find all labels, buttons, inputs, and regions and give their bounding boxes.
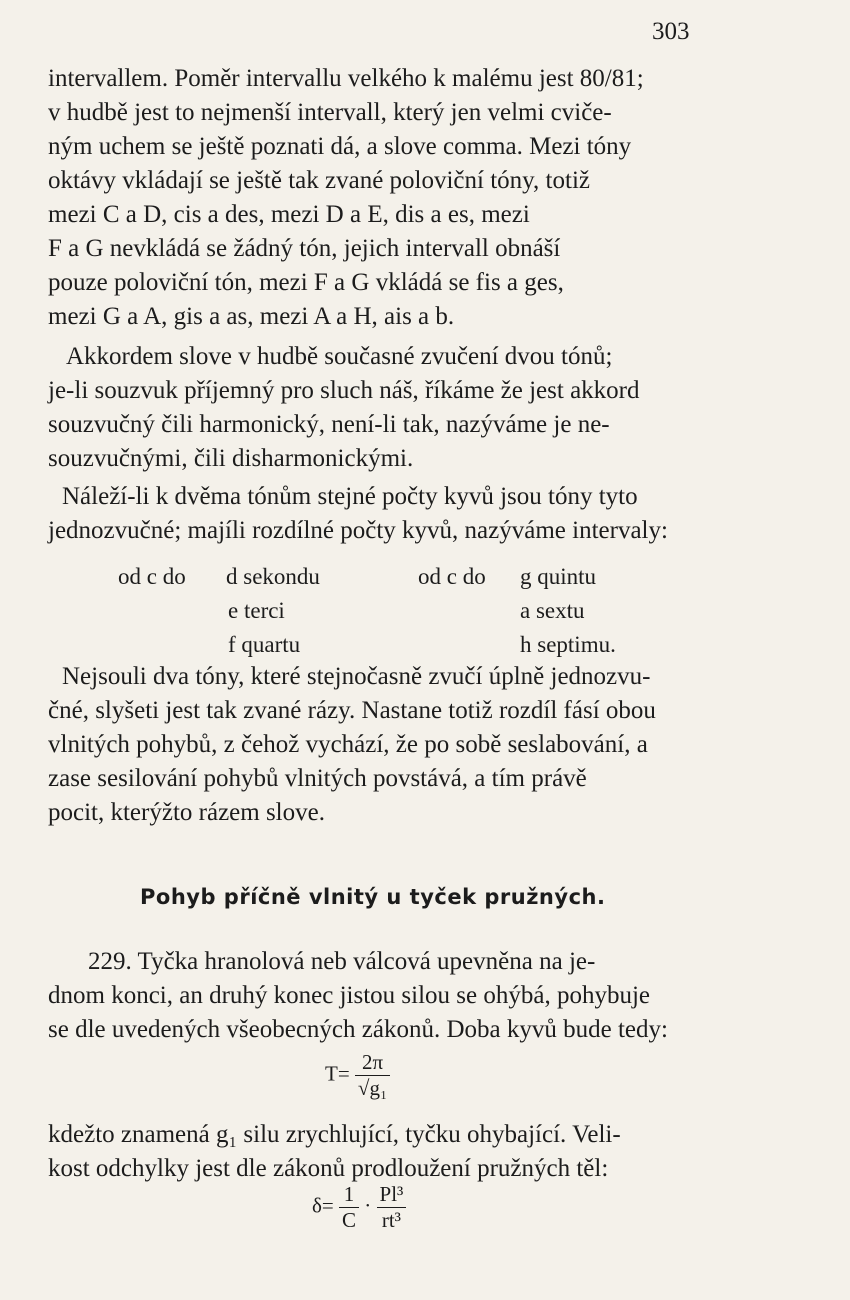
formula-fraction — [377, 1182, 407, 1233]
text-line: Náleží-li k dvěma tónům stejné počty kyvů jsou tóny tyto — [62, 483, 638, 510]
interval-tone: e terci — [228, 598, 285, 623]
text-line: Nejsouli dva tóny, které stejnočasně zvučí úplně jednozvu- — [62, 663, 651, 690]
formula-numerator: 2π — [355, 1050, 390, 1076]
text-line: pouze poloviční tón, mezi F a G vkládá se fis a ges, — [48, 269, 564, 296]
text-line: 229. Tyčka hranolová neb válcová upevněna na je- — [88, 948, 596, 975]
text-line: je-li souzvuk příjemný pro sluch náš, říkáme že jest akkord — [48, 377, 640, 404]
text-line: souzvučný čili harmonický, není-li tak, nazýváme je ne- — [48, 411, 610, 438]
formula-deflection — [312, 1182, 406, 1233]
text-line: dnom konci, an druhý konec jistou silou se ohýbá, pohybuje — [48, 982, 651, 1009]
formula-denominator: C — [342, 1208, 357, 1232]
interval-row — [118, 594, 678, 628]
formula-denominator: rt³ — [381, 1208, 401, 1232]
text-line: mezi G a A, gis a as, mezi A a H, ais a b. — [48, 303, 455, 330]
interval-row — [118, 560, 678, 594]
formula-numerator: Pl³ — [377, 1182, 407, 1208]
paragraph-jednozvucne — [48, 480, 698, 548]
paragraph-intervals — [48, 62, 698, 334]
text-line: ným uchem se ještě poznati dá, a slove comma. Mezi tóny — [48, 133, 632, 160]
text-line: kdežto znamená g₁ silu zrychlující, tyčku ohybající. Veli- — [48, 1121, 621, 1148]
interval-tone: g quintu — [520, 564, 597, 589]
text-line: Akkordem slove v hudbě současné zvučení dvou tónů; — [66, 343, 613, 370]
formula-fraction — [339, 1182, 359, 1233]
formula-numerator: 1 — [339, 1182, 359, 1208]
section-heading: Pohyb příčně vlnitý u tyček pružných. — [140, 885, 606, 909]
text-line: čné, slyšeti jest tak zvané rázy. Nastane totiž rozdíl fásí obou — [48, 697, 656, 724]
page-number: 303 — [652, 18, 690, 45]
text-line: zase sesilování pohybů vlnitých povstává, a tím právě — [48, 765, 587, 792]
text-line: pocit, kterýžto rázem slove. — [48, 799, 325, 826]
formula-fraction — [355, 1050, 390, 1101]
text-line: mezi C a D, cis a des, mezi D a E, dis a es, mezi — [48, 201, 530, 228]
formula-dot: · — [364, 1193, 372, 1218]
interval-tone: a sextu — [520, 598, 585, 623]
text-line: F a G nevkládá se žádný tón, jejich intervall obnáší — [48, 235, 561, 262]
interval-list — [118, 560, 678, 662]
paragraph-razy — [48, 660, 698, 830]
interval-prefix: od c do — [118, 564, 186, 589]
text-line: se dle uvedených všeobecných zákonů. Doba kyvů bude tedy: — [48, 1016, 668, 1043]
paragraph-229 — [48, 945, 698, 1047]
formula-denominator: √g₁ — [357, 1076, 388, 1100]
formula-lhs: T= — [325, 1061, 350, 1086]
text-line: vlnitých pohybů, z čehož vychází, že po sobě seslabování, a — [48, 731, 648, 758]
interval-row — [118, 628, 678, 662]
text-line: v hudbě jest to nejmenší intervall, který jen velmi cviče- — [48, 99, 612, 126]
text-line: oktávy vkládají se ještě tak zvané poloviční tóny, totiž — [48, 167, 590, 194]
interval-tone: h septimu. — [520, 632, 616, 657]
paragraph-odchylka — [48, 1118, 698, 1186]
formula-period — [325, 1050, 390, 1101]
paragraph-akkord — [48, 340, 698, 476]
text-line: intervallem. Poměr intervallu velkého k malému jest 80/81; — [48, 65, 644, 92]
text-line: kost odchylky jest dle zákonů prodloužení pružných těl: — [48, 1155, 609, 1182]
interval-tone: f quartu — [228, 632, 301, 657]
text-line: jednozvučné; majíli rozdílné počty kyvů, nazýváme intervaly: — [48, 517, 668, 544]
interval-prefix: od c do — [418, 564, 486, 589]
formula-lhs: δ= — [312, 1193, 334, 1218]
interval-tone: d sekondu — [226, 564, 320, 589]
text-line: souzvučnými, čili disharmonickými. — [48, 445, 414, 472]
